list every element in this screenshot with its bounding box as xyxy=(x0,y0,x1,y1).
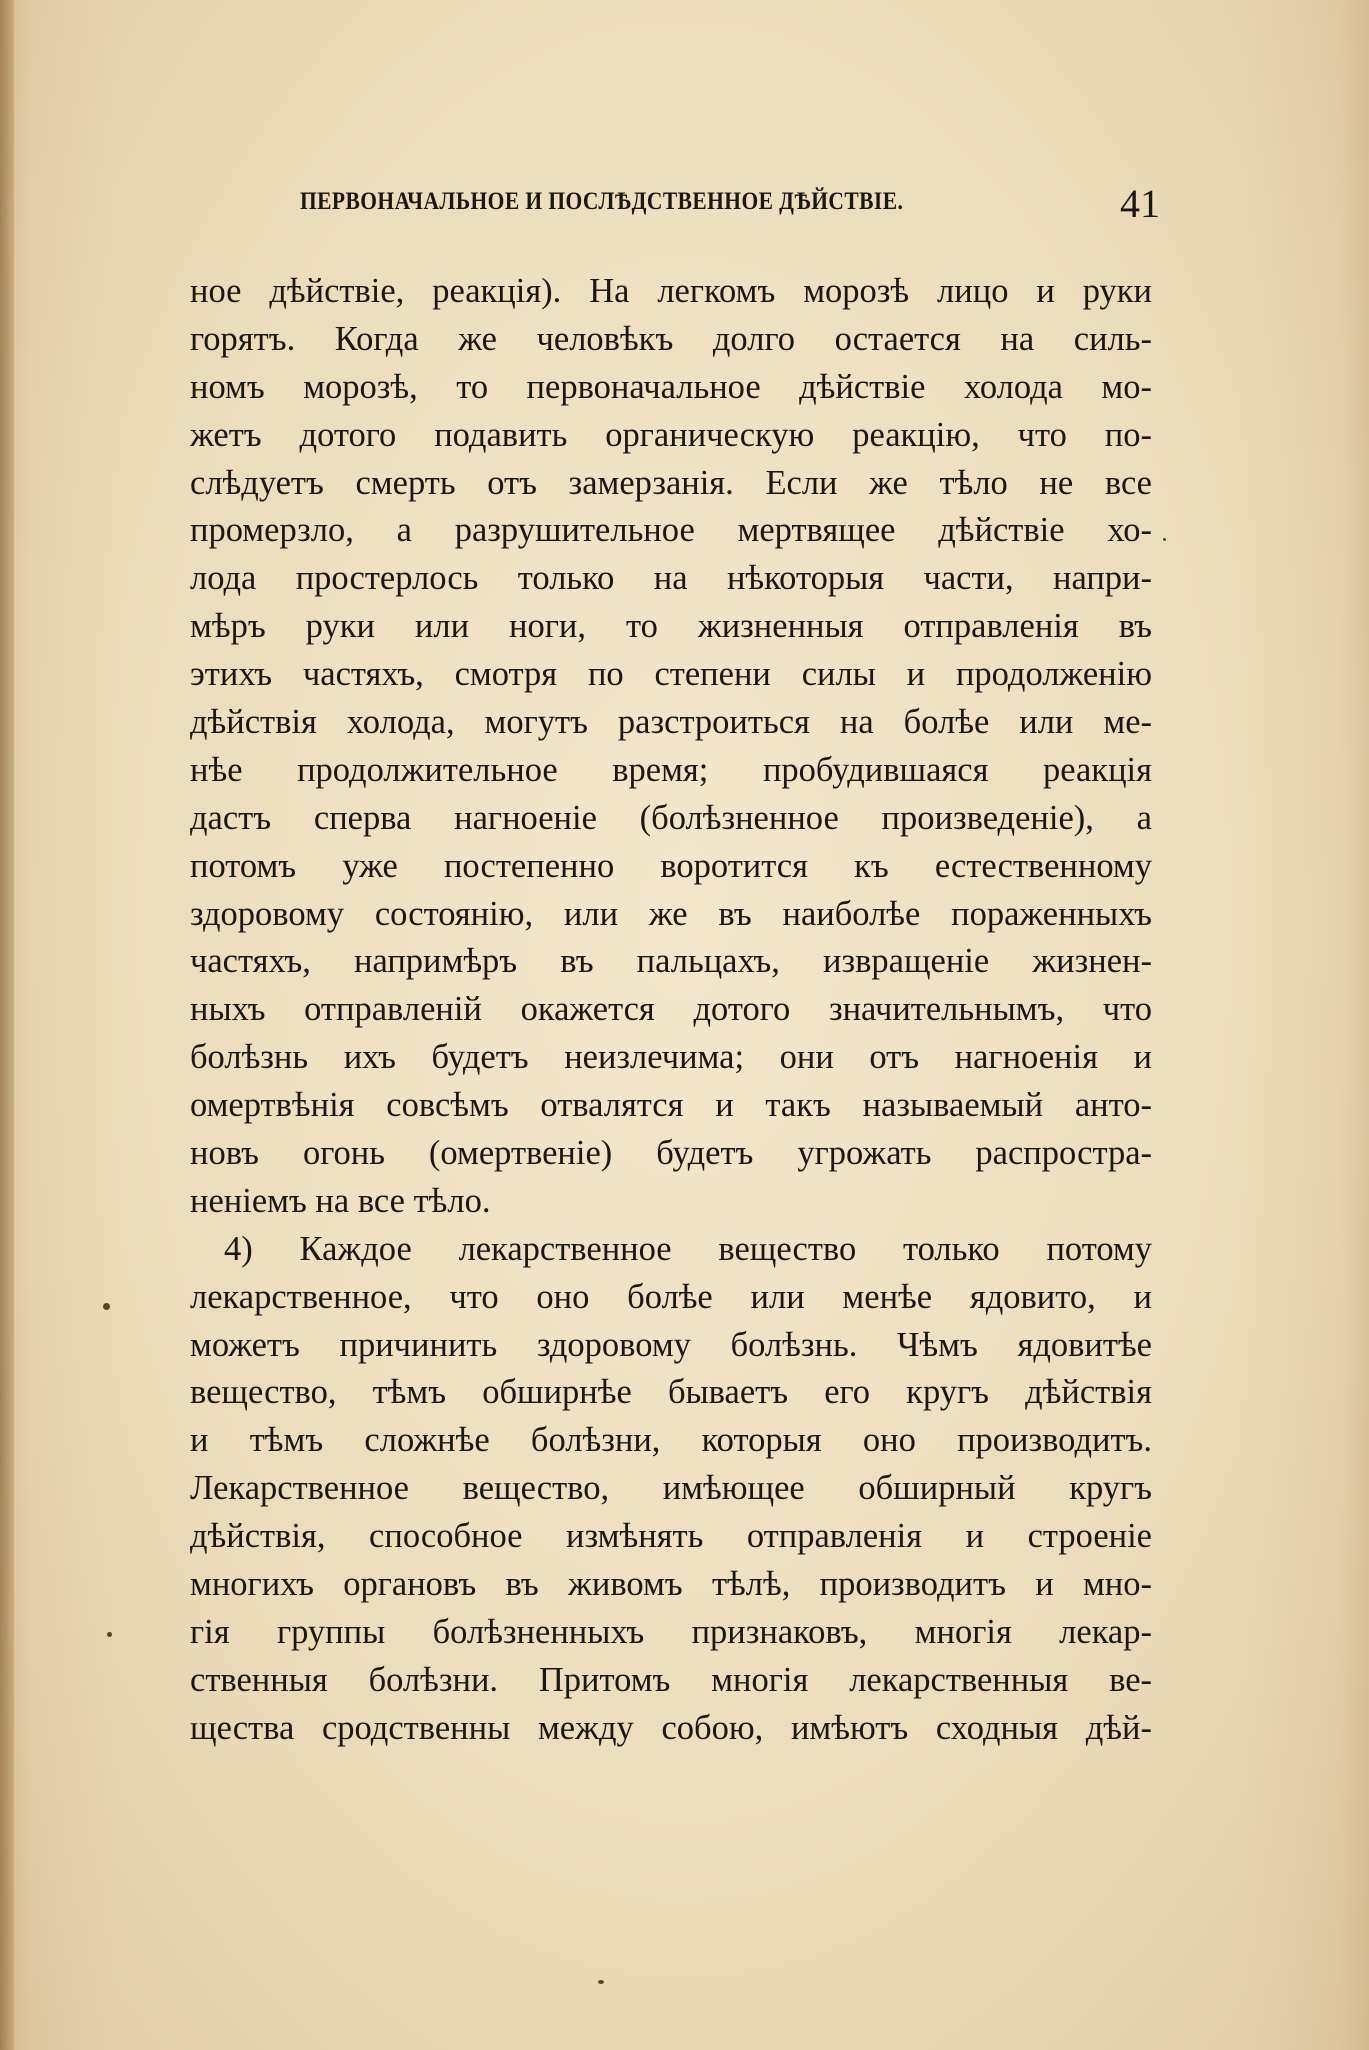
ink-speck xyxy=(598,1980,604,1984)
text-line: многихъ органовъ въ живомъ тѣлѣ, производитъ и мно- xyxy=(190,1565,1152,1604)
paragraph-start-line: 4) Каждое лекарственное вещество только потому xyxy=(224,1229,1152,1268)
text-line: и тѣмъ сложнѣе болѣзни, которыя оно производитъ. xyxy=(190,1421,1152,1460)
text-line: дастъ сперва нагноеніе (болѣзненное произведеніе), а xyxy=(190,798,1152,837)
text-line: этихъ частяхъ, смотря по степени силы и продолженію xyxy=(190,655,1152,694)
text-line: лода простерлось только на нѣкоторыя части, напри- xyxy=(190,559,1152,598)
text-line: дѣйствія, способное измѣнять отправленія и строеніе xyxy=(190,1517,1152,1556)
text-line: щества сродственны между собою, имѣютъ сходныя дѣй- xyxy=(190,1708,1152,1747)
ink-speck xyxy=(103,1303,110,1310)
running-head xyxy=(300,180,1160,224)
ink-speck xyxy=(1163,538,1166,541)
text-line: можетъ причинить здоровому болѣзнь. Чѣмъ ядовитѣе xyxy=(190,1325,1152,1364)
text-line: болѣзнь ихъ будетъ неизлечима; они отъ нагноенія и xyxy=(190,1038,1152,1077)
text-line: номъ морозѣ, то первоначальное дѣйствіе холода мо- xyxy=(190,367,1152,406)
text-line: частяхъ, напримѣръ въ пальцахъ, извращеніе жизнен- xyxy=(190,942,1152,981)
text-line: жетъ дотого подавить органическую реакцію, что по- xyxy=(190,415,1152,454)
text-line: нѣе продолжительное время; пробудившаяся реакція xyxy=(190,750,1152,789)
running-title: ПЕРВОНАЧАЛЬНОЕ И ПОСЛѢДСТВЕННОЕ ДѢЙСТВІЕ. xyxy=(300,188,904,215)
text-line: слѣдуетъ смерть отъ замерзанія. Если же тѣло не все xyxy=(190,463,1152,502)
text-line: вещество, тѣмъ обширнѣе бываетъ его кругъ дѣйствія xyxy=(190,1373,1152,1412)
text-line: ное дѣйствіе, реакція). На легкомъ морозѣ лицо и руки xyxy=(190,272,1152,310)
text-line: потомъ уже постепенно воротится къ естественному xyxy=(190,846,1152,885)
body-text xyxy=(190,268,1152,1753)
ink-speck xyxy=(107,1632,112,1637)
text-line: мѣръ руки или ноги, то жизненныя отправленія въ xyxy=(190,607,1152,646)
text-line: промерзло, а разрушительное мертвящее дѣйствіе хо- xyxy=(190,511,1152,550)
page-number: 41 xyxy=(1120,181,1160,226)
text-line: дѣйствія холода, могутъ разстроиться на болѣе или ме- xyxy=(190,703,1152,742)
text-line: ственныя болѣзни. Притомъ многія лекарственныя ве- xyxy=(190,1660,1152,1699)
text-line: ныхъ отправленій окажется дотого значительнымъ, что xyxy=(190,990,1152,1029)
text-line: омертвѣнія совсѣмъ отвалятся и такъ называемый анто- xyxy=(190,1086,1152,1125)
text-line: гія группы болѣзненныхъ признаковъ, многія лекар- xyxy=(190,1612,1152,1651)
text-line: лекарственное, что оно болѣе или менѣе ядовито, и xyxy=(190,1277,1152,1316)
text-line: Лекарственное вещество, имѣющее обширный кругъ xyxy=(190,1469,1152,1508)
text-line: новъ огонь (омертвеніе) будетъ угрожать распростра- xyxy=(190,1134,1152,1173)
text-line: здоровому состоянію, или же въ наиболѣе пораженныхъ xyxy=(190,894,1152,933)
page-binding-edge xyxy=(0,0,14,2050)
paragraph-end-line: неніемъ на все тѣло. xyxy=(190,1181,491,1220)
text-line: горятъ. Когда же человѣкъ долго остается на силь- xyxy=(190,319,1152,358)
